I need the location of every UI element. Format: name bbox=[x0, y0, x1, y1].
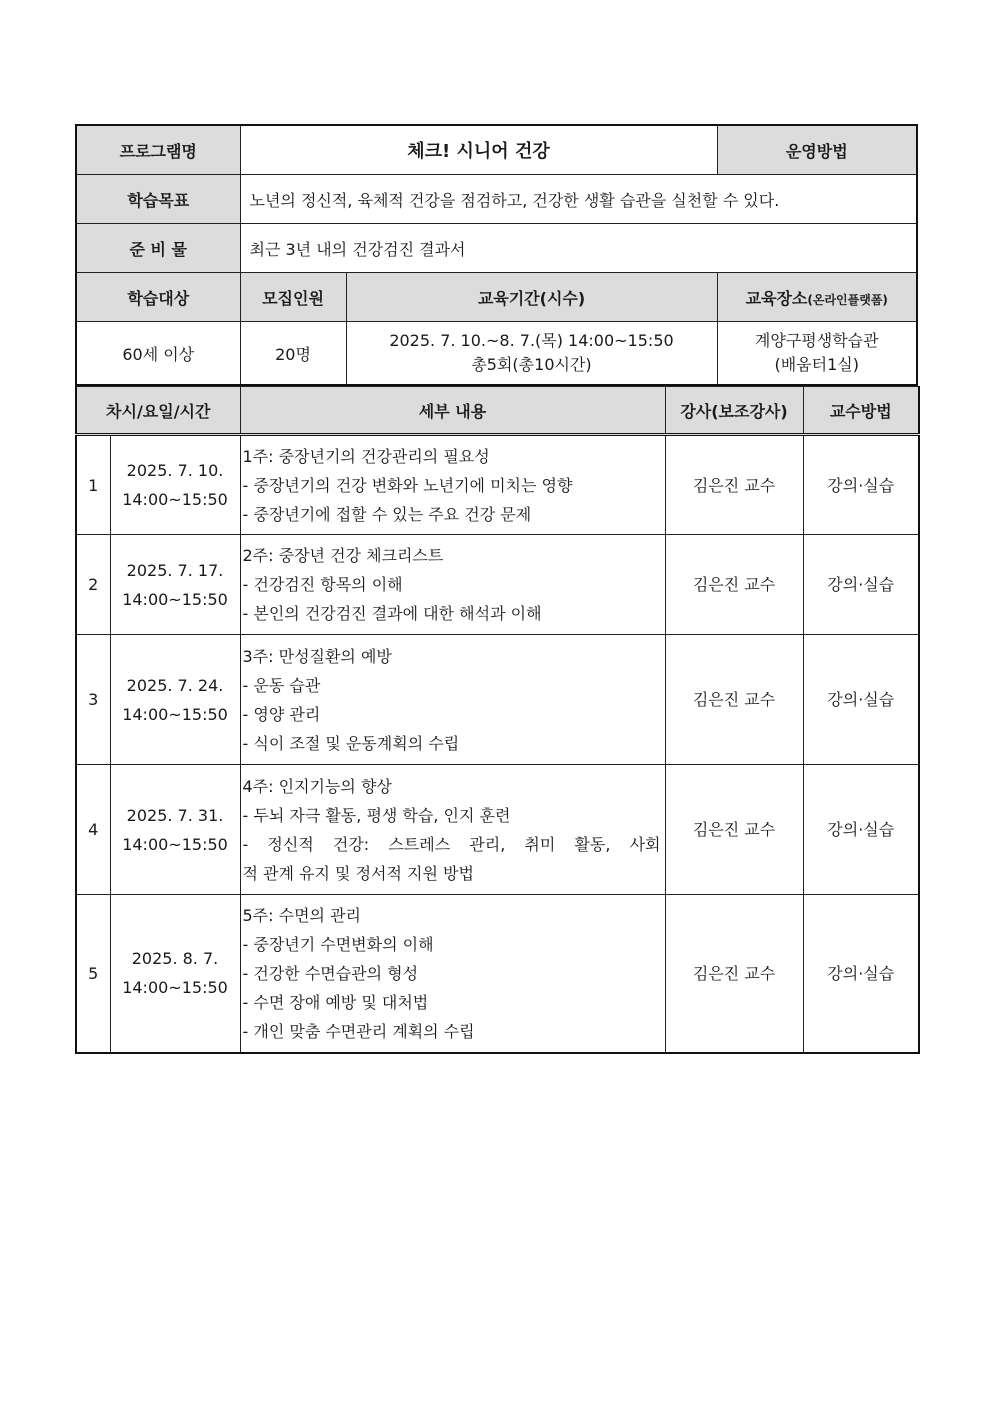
recruit-value: 20명 bbox=[240, 322, 346, 386]
program-info-table bbox=[75, 124, 918, 386]
content-header: 세부 내용 bbox=[240, 387, 665, 435]
recruit-label: 모집인원 bbox=[240, 273, 346, 322]
session-date: 2025. 7. 17. bbox=[126, 560, 224, 580]
content-line: - 영양 관리 bbox=[242, 704, 321, 724]
session-date: 2025. 7. 24. bbox=[126, 675, 224, 695]
teaching-method: 강의·실습 bbox=[803, 765, 919, 895]
schedule-row bbox=[76, 635, 919, 765]
session-content bbox=[240, 895, 665, 1053]
schedule-row bbox=[76, 435, 919, 535]
prep-text: 최근 3년 내의 건강검진 결과서 bbox=[240, 224, 917, 273]
content-line: - 중장년기에 접할 수 있는 주요 건강 문제 bbox=[242, 504, 532, 524]
instructor: 김은진 교수 bbox=[665, 895, 803, 1053]
instructor-header: 강사(보조강사) bbox=[665, 387, 803, 435]
session-time: 14:00~15:50 bbox=[122, 704, 228, 724]
schedule-row bbox=[76, 895, 919, 1053]
instructor: 김은진 교수 bbox=[665, 765, 803, 895]
program-name: 체크! 시니어 건강 bbox=[240, 125, 717, 175]
session-datetime bbox=[110, 635, 240, 765]
schedule-row bbox=[76, 765, 919, 895]
session-datetime bbox=[110, 435, 240, 535]
session-date: 2025. 7. 10. bbox=[126, 461, 224, 480]
period-label: 교육기간(시수) bbox=[346, 273, 717, 322]
content-line: - 중장년기 수면변화의 이해 bbox=[242, 934, 434, 954]
content-line: - 개인 맞춤 수면관리 계획의 수립 bbox=[242, 1021, 475, 1041]
content-line: - 중장년기의 건강 변화와 노년기에 미치는 영향 bbox=[242, 475, 573, 495]
content-line: - 운동 습관 bbox=[242, 675, 321, 695]
place-value bbox=[717, 322, 917, 386]
teaching-method: 강의·실습 bbox=[803, 635, 919, 765]
content-line: - 건강검진 항목의 이해 bbox=[242, 575, 403, 594]
session-time: 14:00~15:50 bbox=[122, 834, 228, 854]
session-datetime bbox=[110, 895, 240, 1053]
session-datetime bbox=[110, 535, 240, 635]
content-line: - 식이 조절 및 운동계획의 수립 bbox=[242, 733, 460, 753]
method-header: 교수방법 bbox=[803, 387, 919, 435]
instructor: 김은진 교수 bbox=[665, 535, 803, 635]
content-line: - 건강한 수면습관의 형성 bbox=[242, 963, 419, 983]
session-content bbox=[240, 635, 665, 765]
instructor: 김은진 교수 bbox=[665, 635, 803, 765]
instructor: 김은진 교수 bbox=[665, 435, 803, 535]
place-label bbox=[717, 273, 917, 322]
content-line: 3주: 만성질환의 예방 bbox=[242, 646, 392, 666]
place-label-main: 교육장소 bbox=[745, 288, 808, 308]
place-line-1: 계양구평생학습관 bbox=[754, 331, 879, 350]
session-content bbox=[240, 535, 665, 635]
session-time: 14:00~15:50 bbox=[122, 978, 228, 998]
content-line: 1주: 중장년기의 건강관리의 필요성 bbox=[242, 446, 490, 466]
program-label: 프로그램명 bbox=[76, 125, 240, 175]
schedule-row bbox=[76, 535, 919, 635]
content-line: 적 관계 유지 및 정서적 지원 방법 bbox=[242, 863, 474, 883]
session-number: 5 bbox=[76, 895, 110, 1053]
session-content bbox=[240, 765, 665, 895]
goal-label: 학습목표 bbox=[76, 175, 240, 224]
session-date: 2025. 7. 31. bbox=[126, 805, 224, 825]
session-header: 차시/요일/시간 bbox=[76, 387, 240, 435]
session-time: 14:00~15:50 bbox=[122, 490, 228, 509]
session-time: 14:00~15:50 bbox=[122, 589, 228, 609]
goal-text: 노년의 정신적, 육체적 건강을 점검하고, 건강한 생활 습관을 실천할 수 있다. bbox=[240, 175, 917, 224]
session-number: 3 bbox=[76, 635, 110, 765]
teaching-method: 강의·실습 bbox=[803, 435, 919, 535]
operation-label: 운영방법 bbox=[717, 125, 917, 175]
content-line: 5주: 수면의 관리 bbox=[242, 905, 361, 925]
teaching-method: 강의·실습 bbox=[803, 895, 919, 1053]
place-label-sub: (온라인플랫폼) bbox=[807, 292, 888, 307]
period-line-1: 2025. 7. 10.~8. 7.(목) 14:00~15:50 bbox=[389, 331, 674, 350]
session-content bbox=[240, 435, 665, 535]
content-line: - 정신적 건강: 스트레스 관리, 취미 활동, 사회 bbox=[242, 834, 661, 854]
content-line: 4주: 인지기능의 향상 bbox=[242, 776, 392, 796]
period-line-2: 총5회(총10시간) bbox=[471, 355, 592, 374]
content-line: 2주: 중장년 건강 체크리스트 bbox=[242, 546, 444, 565]
schedule-table bbox=[75, 386, 920, 1054]
period-value bbox=[346, 322, 717, 386]
program-document bbox=[75, 124, 918, 1054]
session-date: 2025. 8. 7. bbox=[131, 949, 219, 969]
content-line: - 본인의 건강검진 결과에 대한 해석과 이해 bbox=[242, 604, 542, 623]
content-line: - 수면 장애 예방 및 대처법 bbox=[242, 992, 429, 1012]
session-number: 2 bbox=[76, 535, 110, 635]
content-line: - 두뇌 자극 활동, 평생 학습, 인지 훈련 bbox=[242, 805, 511, 825]
session-number: 4 bbox=[76, 765, 110, 895]
place-line-2: (배움터1실) bbox=[774, 355, 859, 374]
target-label: 학습대상 bbox=[76, 273, 240, 322]
session-number: 1 bbox=[76, 435, 110, 535]
teaching-method: 강의·실습 bbox=[803, 535, 919, 635]
session-datetime bbox=[110, 765, 240, 895]
target-value: 60세 이상 bbox=[76, 322, 240, 386]
prep-label: 준 비 물 bbox=[76, 224, 240, 273]
